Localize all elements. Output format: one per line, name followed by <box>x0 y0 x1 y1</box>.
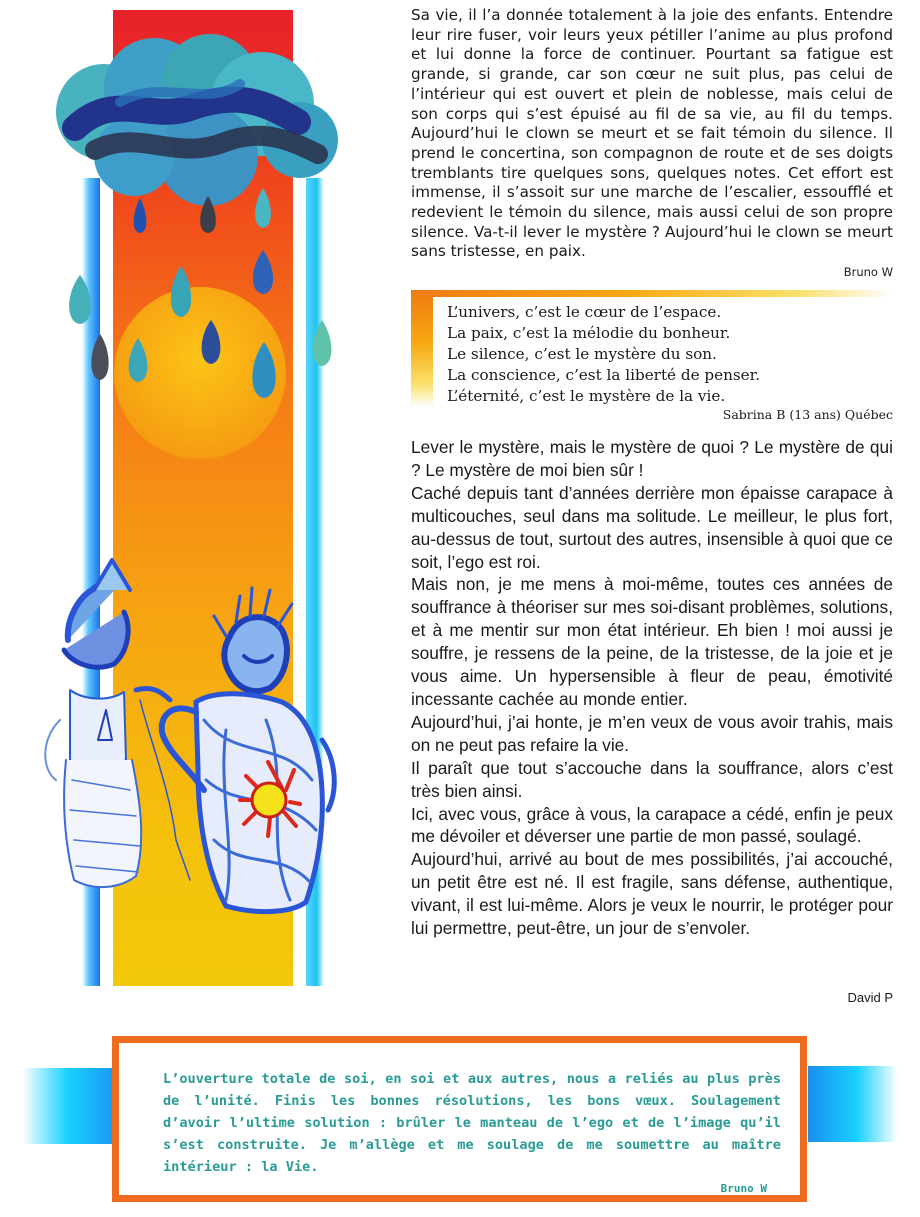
poem-line: L’éternité, c’est le mystère de la vie. <box>447 387 726 405</box>
quote-text: L’ouverture totale de soi, en soi et aux autres, nous a reliés au plus près de l’unité. Finis les bonnes résolutions, les bons vœux. Soulagement d’avoir l’ultime solution : brûler le manteau de l’ego et de l’image qu’il s’est construite. Je m’allège et me soulage de me soumettre au maître intérieur : la Vie. <box>163 1071 781 1175</box>
rain-cloud-icon <box>56 34 338 206</box>
poem-lines <box>447 302 760 407</box>
illustration-drawing <box>0 0 400 1000</box>
story-paragraph: Aujourd’hui, j’ai honte, je m’en veux de vous avoir trahis, mais on ne peut pas refaire la vie. <box>411 711 893 755</box>
poem-accent-bar-left <box>411 290 433 407</box>
clown-figure-icon <box>162 588 334 912</box>
poem-line: La paix, c’est la mélodie du bonheur. <box>447 324 731 342</box>
blue-band-right <box>808 1066 898 1142</box>
poem-signature: Sabrina B (13 ans) Québec <box>722 407 893 422</box>
story-paragraph: Sa vie, il l’a donnée totalement à la joie des enfants. Entendre leur rire fuser, voir leurs yeux pétiller l’anime au plus profond et lui donne la force de continuer. Pourtant sa fatigue est grande, si grande, car son cœur ne suit plus, pas celui de l’intérieur qui est ouvert et plein de noblesse, mais celui de son corps qui s’est épuisé au fil de sa vie, au fil du temps. Aujourd’hui le clown se meurt et se fait témoin du silence. Il prend le concertina, son compagnon de route et de ses doigts tremblants tire quelques sons, quelques notes. Cet effort est immense, il s’assoit sur une marche de l’escalier, essoufflé et redevient le témoin du silence, mais aussi celui de son propre silence. Va-t-il lever le mystère ? Aujourd’hui le clown se meurt sans tristesse, en paix. <box>411 6 893 261</box>
story-paragraph: Lever le mystère, mais le mystère de quoi ? Le mystère de qui ? Le mystère de moi bien sûr ! <box>411 437 893 480</box>
blue-band-left <box>22 1068 122 1144</box>
poem-line: L’univers, c’est le cœur de l’espace. <box>447 303 722 321</box>
story-signature: David P <box>847 990 893 1005</box>
story-paragraph: Ici, avec vous, grâce à vous, la carapace a cédé, enfin je peux me dévoiler et déverser une partie de mon passé, soulagé. <box>411 803 893 847</box>
quote-signature: Bruno W <box>720 1182 767 1195</box>
story-paragraph: Mais non, je me mens à moi-même, toutes ces années de souffrance à théoriser sur mes soi-disant problèmes, solutions, et à me mentir sur mon état intérieur. Eh bien ! moi aussi je souffre, je ressens de la peine, de la tristesse, de la joie et je vous aime. Un hypersensible à fleur de peau, émotivité incessante cachée au monde entier. <box>411 574 893 709</box>
poem-box <box>411 290 893 422</box>
illustration <box>0 0 400 1000</box>
second-story-section <box>411 436 893 940</box>
story-paragraph: Caché depuis tant d’années derrière mon épaisse carapace à multicouches, seul dans ma solitude. Le meilleur, le plus fort, au-dessus de tout, surtout des autres, insensible à quoi que ce soit, l’ego est roi. <box>411 482 893 572</box>
story-paragraph: Il paraît que tout s’accouche dans la souffrance, alors c’est très bien ainsi. <box>411 757 893 801</box>
story-signature: Bruno W <box>843 265 893 280</box>
story-paragraph: Aujourd’hui, arrivé au bout de mes possibilités, j’ai accouché, un petit être est né. Il est fragile, sans défense, authentique, vivant, il est lui-même. Alors je veux le nourrir, le protéger pour lui permettre, peut-être, un jour de s’envoler. <box>411 849 893 939</box>
poem-accent-bar-top <box>411 290 893 297</box>
poem-line: Le silence, c’est le mystère du son. <box>447 345 717 363</box>
poem-line: La conscience, c’est la liberté de penser. <box>447 366 761 384</box>
quote-box <box>112 1036 807 1202</box>
first-story-section <box>411 6 893 279</box>
clown-figure-icon <box>45 560 190 887</box>
